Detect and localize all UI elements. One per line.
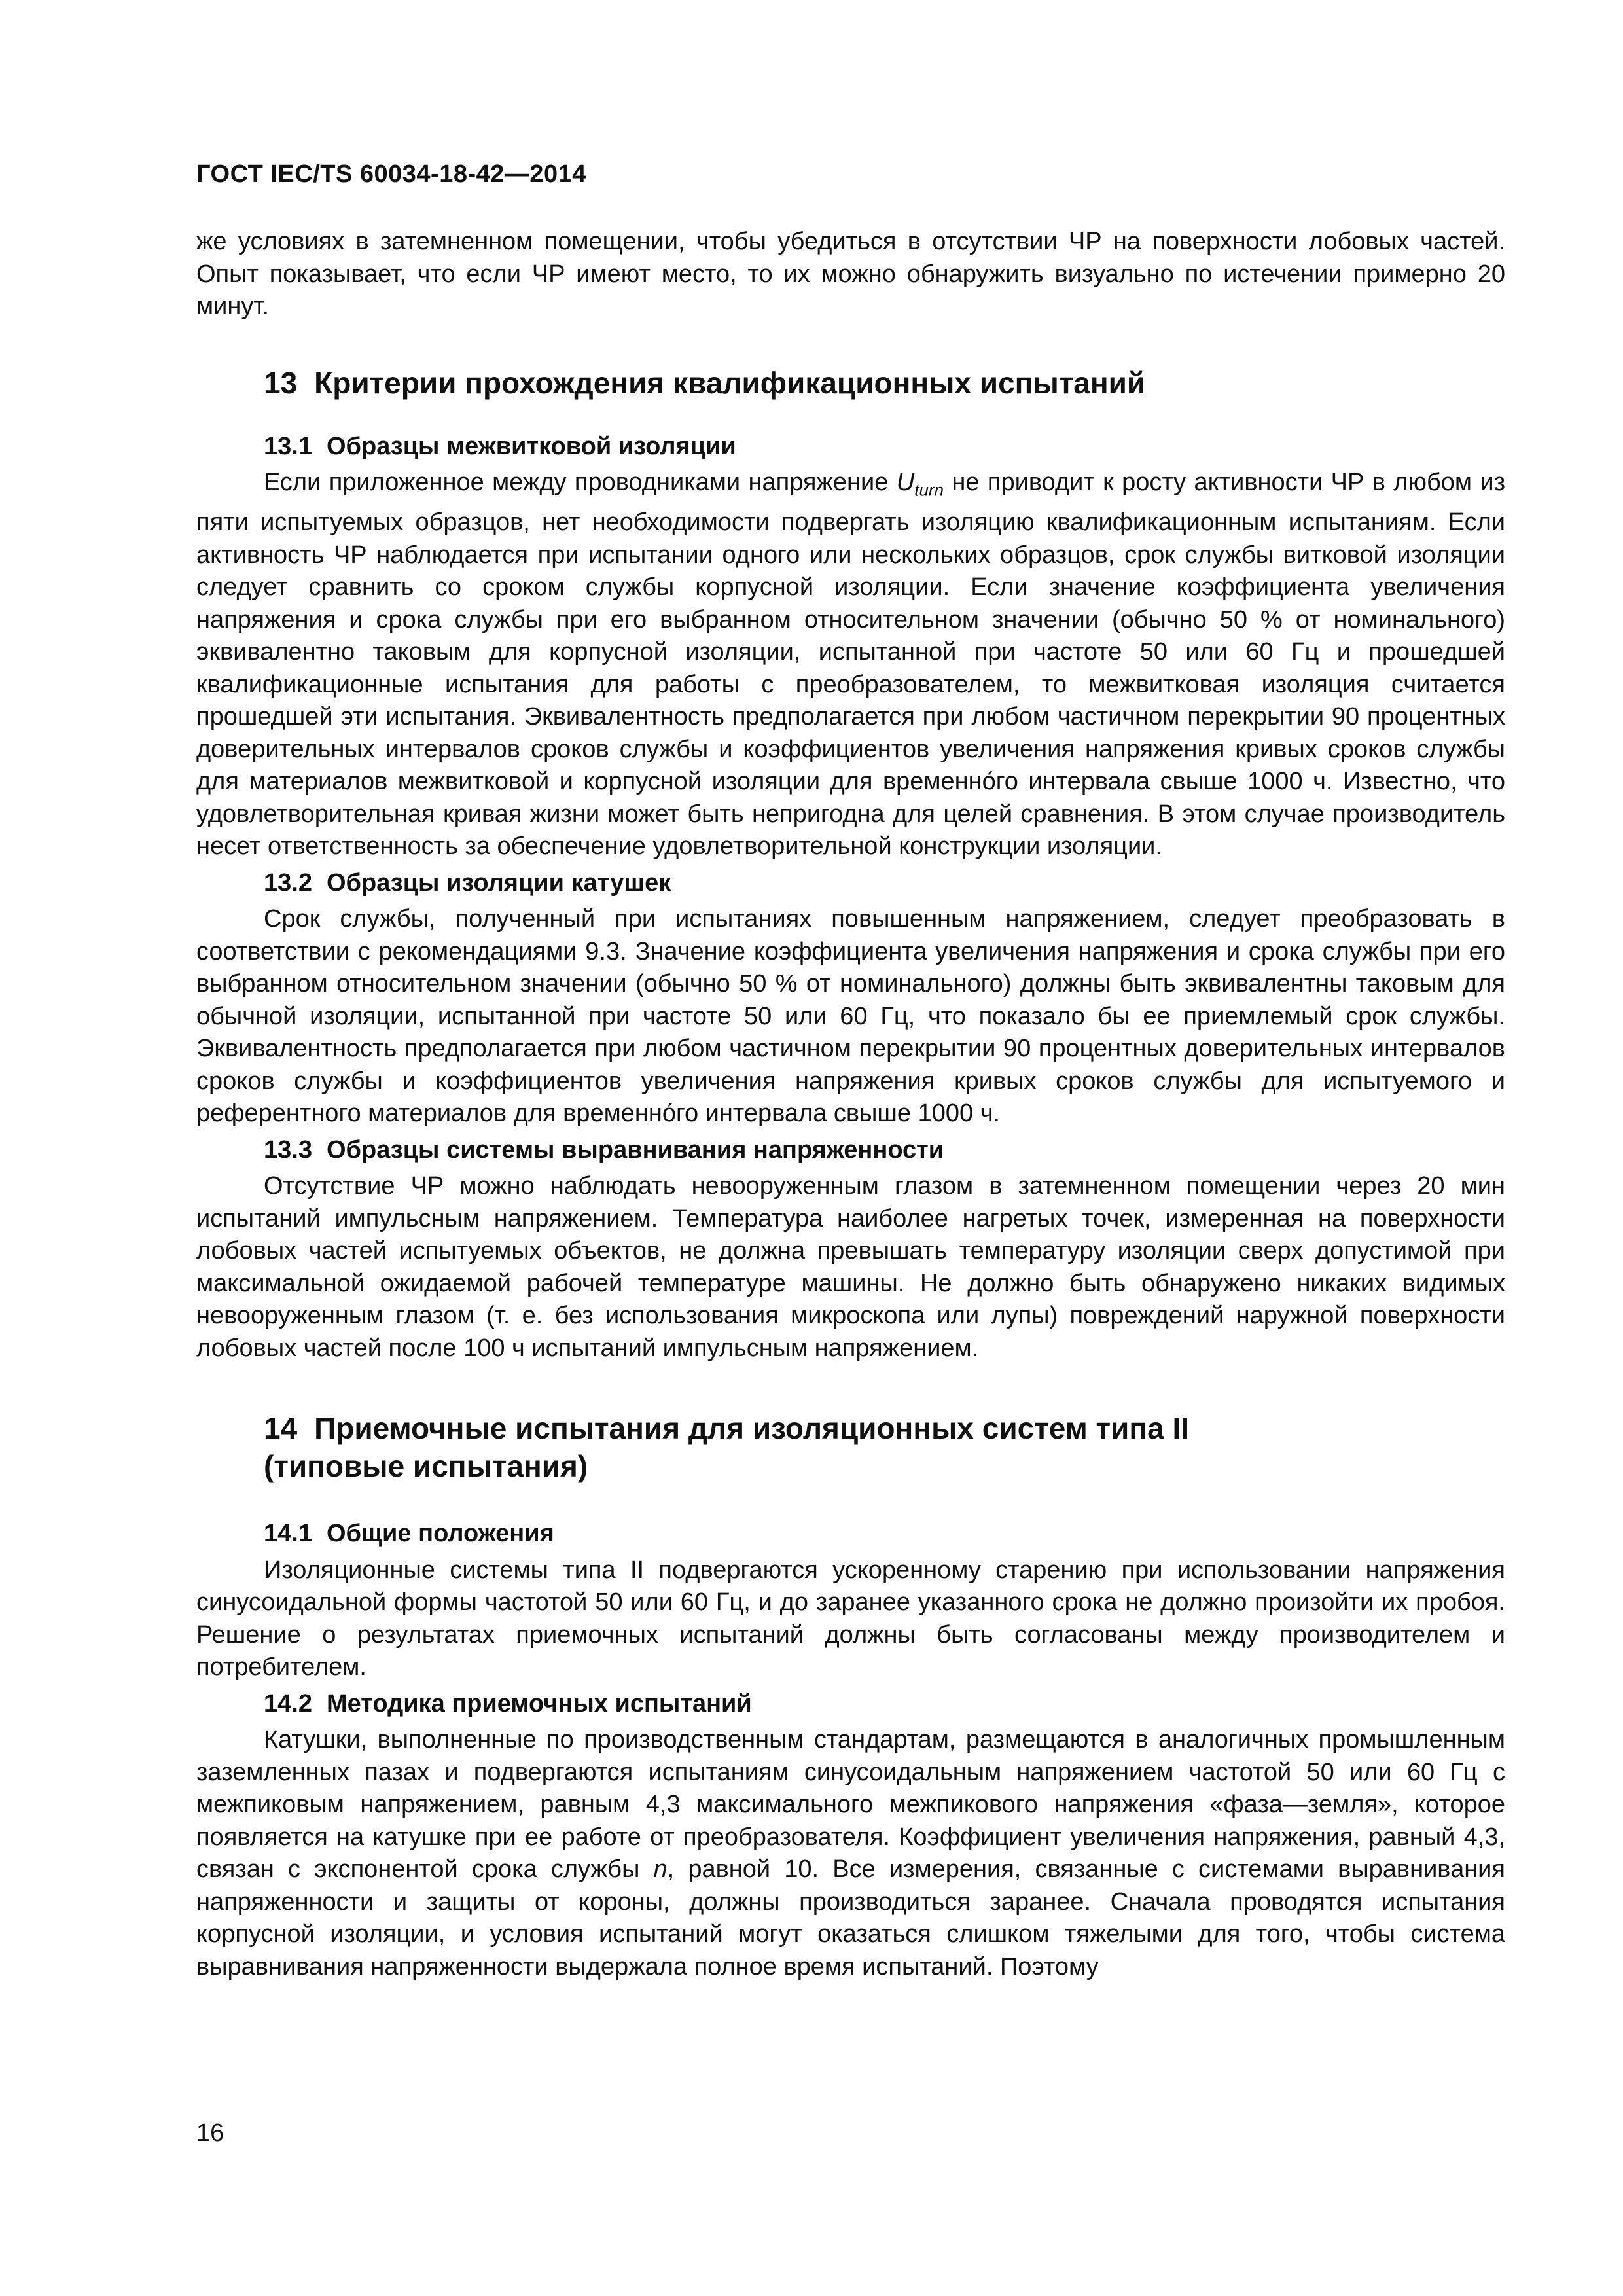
- subsection-13-3-number: 13.3: [264, 1136, 312, 1164]
- subsection-14-1-number: 14.1: [264, 1520, 312, 1548]
- turn-subscript: turn: [914, 480, 944, 500]
- subsection-13-3-paragraph: Отсутствие ЧР можно наблюдать невооруженным глазом в затемненном помещении через 20 мин испытаний импульсным напряжением. Температура наиболее нагретых точек, измеренная на поверхности лобовых частей испытуемых объектов, не должна превышать температуру изоляции сверх допустимой при максимальной ожидаемой рабочей температуре машины. Не должно быть обнаружено никаких видимых невооруженным глазом (т. е. без использования микроскопа или лупы) повреждений наружной поверхности лобовых частей после 100 ч испытаний импульсным напряжением.: [196, 1172, 1505, 1362]
- subsection-13-2-number: 13.2: [264, 869, 312, 897]
- section-14-number: 14: [264, 1411, 298, 1446]
- section-13-number: 13: [264, 365, 298, 400]
- section-13-title: Критерии прохождения квалификационных испытаний: [314, 365, 1146, 400]
- subsection-13-1-number: 13.1: [264, 432, 312, 460]
- subsection-13-2-paragraph: Срок службы, полученный при испытаниях повышенным напряжением, следует преобразовать в соответствии с рекомендациями 9.3. Значение коэффициента увеличения напряжения и срока службы при его выбранном относительном значении (обычно 50 % от номинального) должны быть эквивалентны таковым для обычной изоляции, испытанной при частоте 50 или 60 Гц, что показало бы ее приемлемый срок службы. Эквивалентность предполагается при любом частичном перекрытии 90 процентных доверительных интервалов сроков службы и коэффициентов увеличения напряжения кривых сроков службы для испытуемого и референтного материалов для временно́го интервала свыше 1000 ч.: [196, 905, 1505, 1128]
- section-14-heading: [264, 1409, 1505, 1485]
- subsection-14-1-paragraph: Изоляционные системы типа II подвергаются ускоренному старению при использовании напряжения синусоидальной формы частотой 50 или 60 Гц, и до заранее указанного срока не должно произойти их пробоя. Решение о результатах приемочных испытаний должны быть согласованы между производителем и потребителем.: [196, 1556, 1505, 1681]
- subsection-13-3-title: Образцы системы выравнивания напряженности: [326, 1136, 944, 1164]
- subsection-14-2-title: Методика приемочных испытаний: [326, 1689, 752, 1717]
- subsection-13-1-text-b: не приводит к росту активности ЧР в любом из пяти испытуемых образцов, нет необходимости подвергать изоляцию квалификационным испытаниям. Если активность ЧР наблюдается при испытании одного или нескольких образцов, срок службы витковой изоляции следует сравнить со сроком службы корпусной изоляции. Если значение коэффициента увеличения напряжения и срока службы при его выбранном относительном значении (обычно 50 % от номинального) эквивалентно таковым для корпусной изоляции, испытанной при частоте 50 или 60 Гц и прошедшей квалификационные испытания для работы с преобразователем, то межвитковая изоляция считается прошедшей эти испытания. Эквивалентность предполагается при любом частичном перекрытии 90 процентных доверительных интервалов сроков службы и коэффициентов увеличения напряжения кривых сроков службы для материалов межвитковой и корпусной изоляции для временно́го интервала свыше 1000 ч. Известно, что удовлетворительная кривая жизни может быть непригодна для целей сравнения. В этом случае производитель несет ответственность за обеспечение удовлетворительной конструкции изоляции.: [196, 469, 1505, 861]
- subsection-13-1-title: Образцы межвитковой изоляции: [326, 432, 736, 460]
- u-turn-symbol: [896, 469, 944, 500]
- subsection-14-2-text-a: Катушки, выполненные по производственным стандартам, размещаются в аналогичных промышленным заземленных пазах и подвергаются испытаниям синусоидальным напряжением частотой 50 или 60 Гц с межпиковым напряжением, равным 4,3 максимального межпикового напряжения «фаза—земля», которое появляется на катушке при ее работе от преобразователя. Коэффициент увеличения напряжения, равный 4,3, связан с экспонентой срока службы: [196, 1726, 1505, 1884]
- subsection-13-1-heading: [264, 431, 1505, 463]
- page-content: [196, 226, 1505, 1983]
- subsection-14-1-heading: [264, 1518, 1505, 1551]
- subsection-14-1-title: Общие положения: [326, 1520, 554, 1548]
- section-13-heading: [264, 364, 1505, 402]
- intro-paragraph: же условиях в затемненном помещении, чтобы убедиться в отсутствии ЧР на поверхности лобовых частей. Опыт показывает, что если ЧР имеют место, то их можно обнаружить визуально по истечении примерно 20 минут.: [196, 228, 1505, 320]
- subsection-14-2-number: 14.2: [264, 1689, 312, 1717]
- subsection-13-2-heading: [264, 867, 1505, 900]
- subsection-14-2-paragraph: [196, 1724, 1505, 1983]
- n-symbol: n: [653, 1856, 668, 1884]
- section-14-title-line2: (типовые испытания): [264, 1449, 588, 1484]
- u-symbol: U: [896, 469, 915, 496]
- subsection-13-2-title: Образцы изоляции катушек: [326, 869, 671, 897]
- subsection-13-1-text-a: Если приложенное между проводниками напряжение: [264, 469, 897, 496]
- subsection-14-2-heading: [264, 1688, 1505, 1721]
- section-14-title-line1: Приемочные испытания для изоляционных систем типа II: [314, 1411, 1190, 1446]
- document-header: ГОСТ IEC/TS 60034-18-42—2014: [196, 160, 586, 188]
- page-number: 16: [196, 2119, 224, 2147]
- section-14-heading-line1: [264, 1409, 1505, 1447]
- subsection-13-3-heading: [264, 1134, 1505, 1167]
- subsection-14-2-text-b: , равной 10. Все измерения, связанные с системами выравнивания напряженности и защиты от короны, должны производиться заранее. Сначала проводятся испытания корпусной изоляции, и условия испытаний могут оказаться слишком тяжелыми для того, чтобы система выравнивания напряженности выдержала полное время испытаний. Поэтому: [196, 1856, 1505, 1981]
- subsection-13-1-paragraph: [196, 467, 1505, 863]
